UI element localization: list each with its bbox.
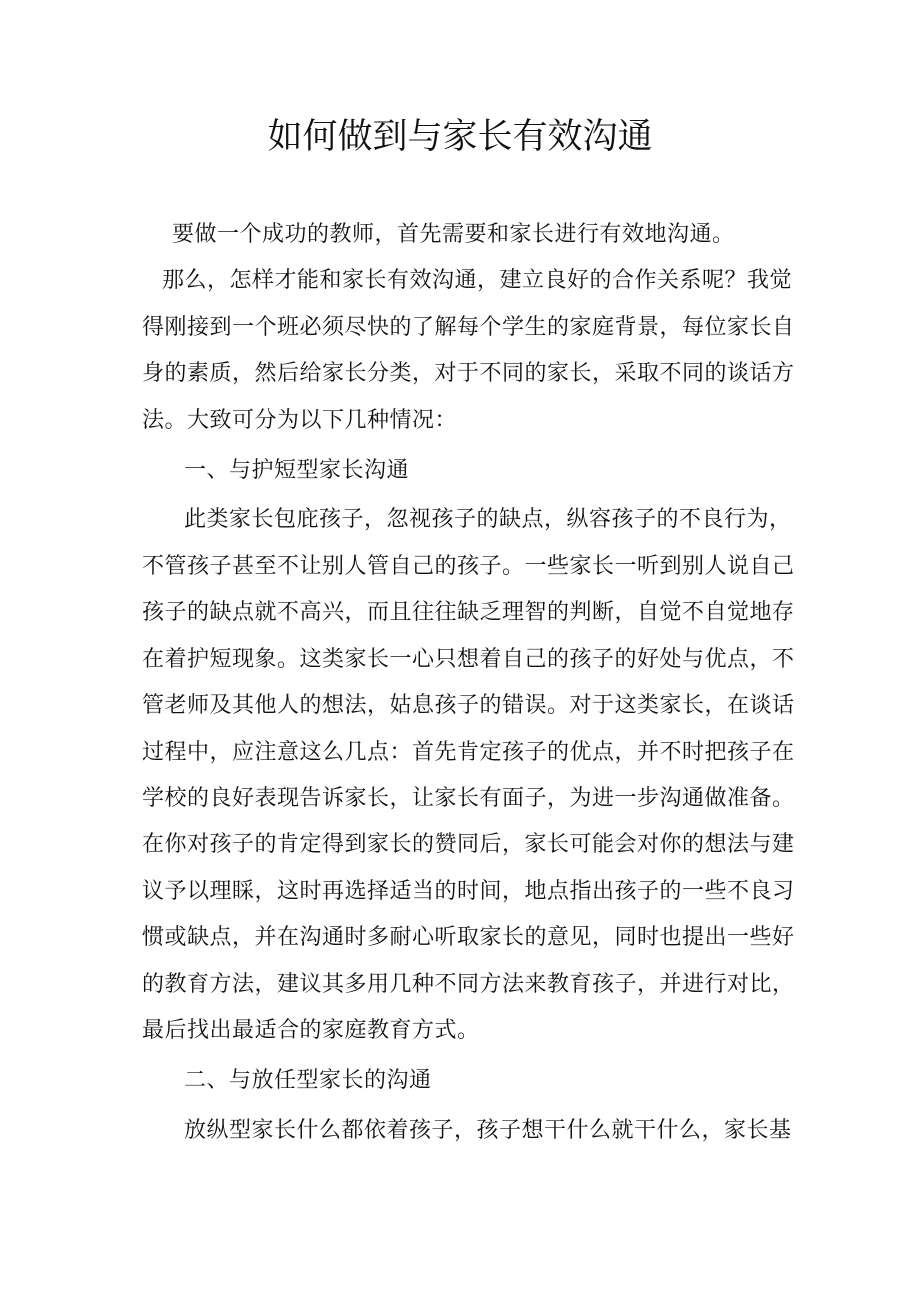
paragraph-line: 身的素质，然后给家长分类，对于不同的家长，采取不同的谈话方	[142, 361, 795, 386]
paragraph-line: 惯或缺点，并在沟通时多耐心听取家长的意见，同时也提出一些好	[142, 925, 795, 950]
section-heading: 二、与放任型家长的沟通	[184, 1068, 432, 1093]
paragraph-line: 过程中，应注意这么几点：首先肯定孩子的优点，并不时把孩子在	[142, 740, 795, 765]
paragraph-line: 议予以理睬，这时再选择适当的时间，地点指出孩子的一些不良习	[142, 879, 795, 904]
paragraph-line: 孩子的缺点就不高兴，而且往往缺乏理智的判断，自觉不自觉地存	[142, 600, 795, 625]
paragraph-line: 最后找出最适合的家庭教育方式。	[142, 1018, 480, 1043]
paragraph-line: 在着护短现象。这类家长一心只想着自己的孩子的好处与优点，不	[142, 647, 795, 672]
document-title: 如何做到与家长有效沟通	[267, 117, 653, 157]
paragraph-line: 不管孩子甚至不让别人管自己的孩子。一些家长一听到别人说自己	[142, 554, 795, 579]
paragraph-line: 要做一个成功的教师，首先需要和家长进行有效地沟通。	[172, 222, 735, 247]
paragraph-line: 在你对孩子的肯定得到家长的赞同后，家长可能会对你的想法与建	[142, 832, 795, 857]
paragraph-line: 管老师及其他人的想法，姑息孩子的错误。对于这类家长，在谈话	[142, 693, 795, 718]
paragraph-line: 法。大致可分为以下几种情况：	[142, 408, 458, 433]
paragraph-line: 此类家长包庇孩子，忽视孩子的缺点，纵容孩子的不良行为，	[184, 507, 792, 532]
paragraph-line: 放纵型家长什么都依着孩子，孩子想干什么就干什么，家长基	[184, 1118, 792, 1143]
paragraph-line: 得刚接到一个班必须尽快的了解每个学生的家庭背景，每位家长自	[142, 315, 795, 340]
paragraph-line: 那么，怎样才能和家长有效沟通，建立良好的合作关系呢？我觉	[162, 268, 793, 293]
paragraph-line: 的教育方法，建议其多用几种不同方法来教育孩子，并进行对比，	[142, 972, 795, 997]
section-heading: 一、与护短型家长沟通	[184, 458, 410, 483]
paragraph-line: 学校的良好表现告诉家长，让家长有面子，为进一步沟通做准备。	[142, 786, 795, 811]
